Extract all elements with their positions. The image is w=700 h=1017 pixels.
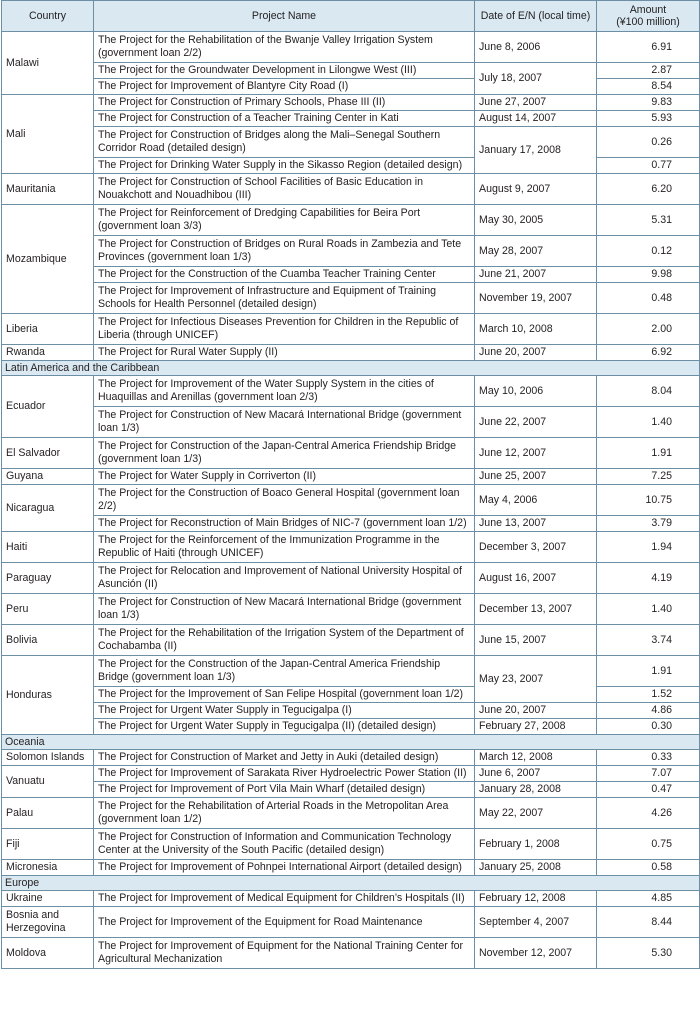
country-cell: Solomon Islands xyxy=(2,750,94,766)
table-row xyxy=(2,782,700,798)
amount-cell: 2.87 xyxy=(597,63,700,79)
project-name-cell: The Project for the Construction of the Japan-Central America Friendship Bridge (government loan 1/3) xyxy=(94,656,475,687)
amount-cell: 3.79 xyxy=(597,516,700,532)
date-cell: February 12, 2008 xyxy=(475,891,597,907)
amount-column-header xyxy=(597,1,700,32)
project-name-cell: The Project for the Reinforcement of the Immunization Programme in the Republic of Haiti (through UNICEF) xyxy=(94,532,475,563)
region-label: Oceania xyxy=(2,735,700,750)
table-row xyxy=(2,174,700,205)
project-name-cell: The Project for Urgent Water Supply in Tegucigalpa (I) xyxy=(94,703,475,719)
project-name-cell: The Project for Improvement of Equipment for the National Training Center for Agricultural Mechanization xyxy=(94,938,475,969)
date-cell: January 17, 2008 xyxy=(475,127,597,174)
table-row xyxy=(2,32,700,63)
amount-cell: 7.25 xyxy=(597,469,700,485)
region-row xyxy=(2,876,700,891)
amount-cell: 0.26 xyxy=(597,127,700,158)
project-name-cell: The Project for Improvement of Pohnpei International Airport (detailed design) xyxy=(94,860,475,876)
date-cell: January 28, 2008 xyxy=(475,782,597,798)
amount-cell: 9.98 xyxy=(597,267,700,283)
project-name-cell: The Project for Construction of the Japan-Central America Friendship Bridge (government loan 1/3) xyxy=(94,438,475,469)
table-row xyxy=(2,438,700,469)
table-row xyxy=(2,625,700,656)
project-name-cell: The Project for Improvement of the Water Supply System in the cities of Huaquillas and Arenillas (government loan 2/3) xyxy=(94,376,475,407)
date-cell: September 4, 2007 xyxy=(475,907,597,938)
country-cell: Guyana xyxy=(2,469,94,485)
project-name-cell: The Project for Improvement of Port Vila Main Wharf (detailed design) xyxy=(94,782,475,798)
table-row xyxy=(2,516,700,532)
amount-cell: 7.07 xyxy=(597,766,700,782)
project-name-cell: The Project for the Groundwater Development in Lilongwe West (III) xyxy=(94,63,475,79)
project-name-cell: The Project for Improvement of Medical Equipment for Children’s Hospitals (II) xyxy=(94,891,475,907)
date-cell: June 15, 2007 xyxy=(475,625,597,656)
table-row xyxy=(2,719,700,735)
project-name-cell: The Project for the Rehabilitation of the Bwanje Valley Irrigation System (government loan 2/2) xyxy=(94,32,475,63)
project-name-cell: The Project for Urgent Water Supply in Tegucigalpa (II) (detailed design) xyxy=(94,719,475,735)
country-cell: Micronesia xyxy=(2,860,94,876)
date-cell: August 16, 2007 xyxy=(475,563,597,594)
country-cell: Vanuatu xyxy=(2,766,94,798)
date-cell: June 27, 2007 xyxy=(475,95,597,111)
amount-cell: 10.75 xyxy=(597,485,700,516)
table-row xyxy=(2,63,700,79)
amount-cell: 3.74 xyxy=(597,625,700,656)
amount-cell: 6.20 xyxy=(597,174,700,205)
project-name-cell: The Project for Construction of Primary Schools, Phase III (II) xyxy=(94,95,475,111)
date-cell: July 18, 2007 xyxy=(475,63,597,95)
project-name-cell: The Project for Construction of New Macará International Bridge (government loan 1/3) xyxy=(94,407,475,438)
amount-cell: 5.93 xyxy=(597,111,700,127)
country-cell: Fiji xyxy=(2,829,94,860)
amount-cell: 6.92 xyxy=(597,345,700,361)
amount-cell: 0.58 xyxy=(597,860,700,876)
table-row xyxy=(2,469,700,485)
table-row xyxy=(2,938,700,969)
country-cell: Peru xyxy=(2,594,94,625)
project-name-cell: The Project for Construction of Bridges along the Mali–Senegal Southern Corridor Road (detailed design) xyxy=(94,127,475,158)
date-cell: June 25, 2007 xyxy=(475,469,597,485)
table-row xyxy=(2,95,700,111)
amount-cell: 0.30 xyxy=(597,719,700,735)
table-row xyxy=(2,750,700,766)
country-cell: El Salvador xyxy=(2,438,94,469)
country-cell: Ecuador xyxy=(2,376,94,438)
amount-cell: 0.33 xyxy=(597,750,700,766)
table-row xyxy=(2,267,700,283)
project-name-cell: The Project for Improvement of Blantyre City Road (I) xyxy=(94,79,475,95)
table-row xyxy=(2,563,700,594)
table-row xyxy=(2,829,700,860)
project-name-cell: The Project for Improvement of Infrastructure and Equipment of Training Schools for Health Personnel (detailed design) xyxy=(94,283,475,314)
date-cell: November 19, 2007 xyxy=(475,283,597,314)
amount-cell: 1.91 xyxy=(597,438,700,469)
amount-cell: 0.12 xyxy=(597,236,700,267)
table-header xyxy=(2,1,700,32)
country-cell: Honduras xyxy=(2,656,94,735)
country-cell: Paraguay xyxy=(2,563,94,594)
date-cell: March 10, 2008 xyxy=(475,314,597,345)
amount-cell: 2.00 xyxy=(597,314,700,345)
country-cell: Ukraine xyxy=(2,891,94,907)
project-name-cell: The Project for the Rehabilitation of the Irrigation System of the Department of Cochabamba (II) xyxy=(94,625,475,656)
table-row xyxy=(2,314,700,345)
date-cell: August 14, 2007 xyxy=(475,111,597,127)
amount-cell: 5.31 xyxy=(597,205,700,236)
table-row xyxy=(2,703,700,719)
table-row xyxy=(2,205,700,236)
table-row xyxy=(2,860,700,876)
amount-cell: 1.94 xyxy=(597,532,700,563)
table-row xyxy=(2,485,700,516)
date-cell: May 22, 2007 xyxy=(475,798,597,829)
country-cell: Malawi xyxy=(2,32,94,95)
date-cell: May 23, 2007 xyxy=(475,656,597,703)
date-cell: June 20, 2007 xyxy=(475,345,597,361)
date-cell: August 9, 2007 xyxy=(475,174,597,205)
table-row xyxy=(2,236,700,267)
amount-cell: 4.86 xyxy=(597,703,700,719)
date-cell: May 28, 2007 xyxy=(475,236,597,267)
table-row xyxy=(2,594,700,625)
country-cell: Palau xyxy=(2,798,94,829)
amount-cell: 1.40 xyxy=(597,594,700,625)
project-name-cell: The Project for Construction of Bridges on Rural Roads in Zambezia and Tete Provinces (government loan 1/3) xyxy=(94,236,475,267)
date-cell: May 4, 2006 xyxy=(475,485,597,516)
date-cell: May 10, 2006 xyxy=(475,376,597,407)
date-column-header: Date of E/N (local time) xyxy=(475,1,597,32)
project-column-header: Project Name xyxy=(94,1,475,32)
project-name-cell: The Project for Construction of Market and Jetty in Auki (detailed design) xyxy=(94,750,475,766)
amount-cell: 4.26 xyxy=(597,798,700,829)
date-cell: December 13, 2007 xyxy=(475,594,597,625)
table-row xyxy=(2,111,700,127)
grant-aid-table xyxy=(1,0,700,969)
amount-cell: 1.52 xyxy=(597,687,700,703)
date-cell: June 6, 2007 xyxy=(475,766,597,782)
date-cell: June 21, 2007 xyxy=(475,267,597,283)
region-label: Europe xyxy=(2,876,700,891)
date-cell: June 12, 2007 xyxy=(475,438,597,469)
table-row xyxy=(2,283,700,314)
table-row xyxy=(2,532,700,563)
country-cell: Mali xyxy=(2,95,94,174)
header-row xyxy=(2,1,700,32)
country-cell: Bosnia and Herzegovina xyxy=(2,907,94,938)
table-row xyxy=(2,127,700,158)
amount-cell: 5.30 xyxy=(597,938,700,969)
amount-cell: 0.47 xyxy=(597,782,700,798)
project-name-cell: The Project for Rural Water Supply (II) xyxy=(94,345,475,361)
project-name-cell: The Project for Construction of New Macará International Bridge (government loan 1/3) xyxy=(94,594,475,625)
amount-cell: 6.91 xyxy=(597,32,700,63)
project-name-cell: The Project for the Construction of Boaco General Hospital (government loan 2/2) xyxy=(94,485,475,516)
project-name-cell: The Project for Construction of Information and Communication Technology Center at the University of the South Pacific (detailed design) xyxy=(94,829,475,860)
date-cell: May 30, 2005 xyxy=(475,205,597,236)
amount-cell: 9.83 xyxy=(597,95,700,111)
date-cell: November 12, 2007 xyxy=(475,938,597,969)
amount-cell: 0.48 xyxy=(597,283,700,314)
country-cell: Nicaragua xyxy=(2,485,94,532)
project-name-cell: The Project for the Construction of the Cuamba Teacher Training Center xyxy=(94,267,475,283)
table-row xyxy=(2,656,700,687)
date-cell: December 3, 2007 xyxy=(475,532,597,563)
date-cell: February 27, 2008 xyxy=(475,719,597,735)
table-row xyxy=(2,345,700,361)
amount-cell: 8.44 xyxy=(597,907,700,938)
date-cell: March 12, 2008 xyxy=(475,750,597,766)
project-name-cell: The Project for Infectious Diseases Prevention for Children in the Republic of Liberia (through UNICEF) xyxy=(94,314,475,345)
amount-cell: 1.40 xyxy=(597,407,700,438)
amount-cell: 1.91 xyxy=(597,656,700,687)
country-cell: Mauritania xyxy=(2,174,94,205)
region-row xyxy=(2,735,700,750)
project-name-cell: The Project for Improvement of the Equipment for Road Maintenance xyxy=(94,907,475,938)
project-name-cell: The Project for the Rehabilitation of Arterial Roads in the Metropolitan Area (government loan 1/2) xyxy=(94,798,475,829)
country-cell: Mozambique xyxy=(2,205,94,314)
table-row xyxy=(2,798,700,829)
date-cell: June 22, 2007 xyxy=(475,407,597,438)
project-name-cell: The Project for Reinforcement of Dredging Capabilities for Beira Port (government loan 3/3) xyxy=(94,205,475,236)
project-name-cell: The Project for Reconstruction of Main Bridges of NIC-7 (government loan 1/2) xyxy=(94,516,475,532)
project-name-cell: The Project for Construction of a Teacher Training Center in Kati xyxy=(94,111,475,127)
date-cell: June 8, 2006 xyxy=(475,32,597,63)
project-name-cell: The Project for Improvement of Sarakata River Hydroelectric Power Station (II) xyxy=(94,766,475,782)
table-row xyxy=(2,907,700,938)
amount-cell: 0.77 xyxy=(597,158,700,174)
project-name-cell: The Project for the Improvement of San Felipe Hospital (government loan 1/2) xyxy=(94,687,475,703)
country-column-header: Country xyxy=(2,1,94,32)
country-cell: Liberia xyxy=(2,314,94,345)
table-row xyxy=(2,891,700,907)
amount-cell: 8.54 xyxy=(597,79,700,95)
amount-header-line2: (¥100 million) xyxy=(616,16,680,28)
project-name-cell: The Project for Relocation and Improvement of National University Hospital of Asunción (II) xyxy=(94,563,475,594)
amount-cell: 0.75 xyxy=(597,829,700,860)
amount-cell: 8.04 xyxy=(597,376,700,407)
date-cell: June 20, 2007 xyxy=(475,703,597,719)
date-cell: June 13, 2007 xyxy=(475,516,597,532)
project-name-cell: The Project for Water Supply in Corriverton (II) xyxy=(94,469,475,485)
table-row xyxy=(2,766,700,782)
country-cell: Moldova xyxy=(2,938,94,969)
country-cell: Bolivia xyxy=(2,625,94,656)
date-cell: January 25, 2008 xyxy=(475,860,597,876)
project-name-cell: The Project for Construction of School Facilities of Basic Education in Nouakchott and Nouadhibou (III) xyxy=(94,174,475,205)
amount-header-line1: Amount xyxy=(629,4,667,16)
amount-cell: 4.19 xyxy=(597,563,700,594)
project-name-cell: The Project for Drinking Water Supply in the Sikasso Region (detailed design) xyxy=(94,158,475,174)
region-row xyxy=(2,361,700,376)
table-row xyxy=(2,407,700,438)
table-row xyxy=(2,376,700,407)
table-body xyxy=(2,32,700,969)
country-cell: Haiti xyxy=(2,532,94,563)
country-cell: Rwanda xyxy=(2,345,94,361)
region-label: Latin America and the Caribbean xyxy=(2,361,700,376)
amount-cell: 4.85 xyxy=(597,891,700,907)
date-cell: February 1, 2008 xyxy=(475,829,597,860)
